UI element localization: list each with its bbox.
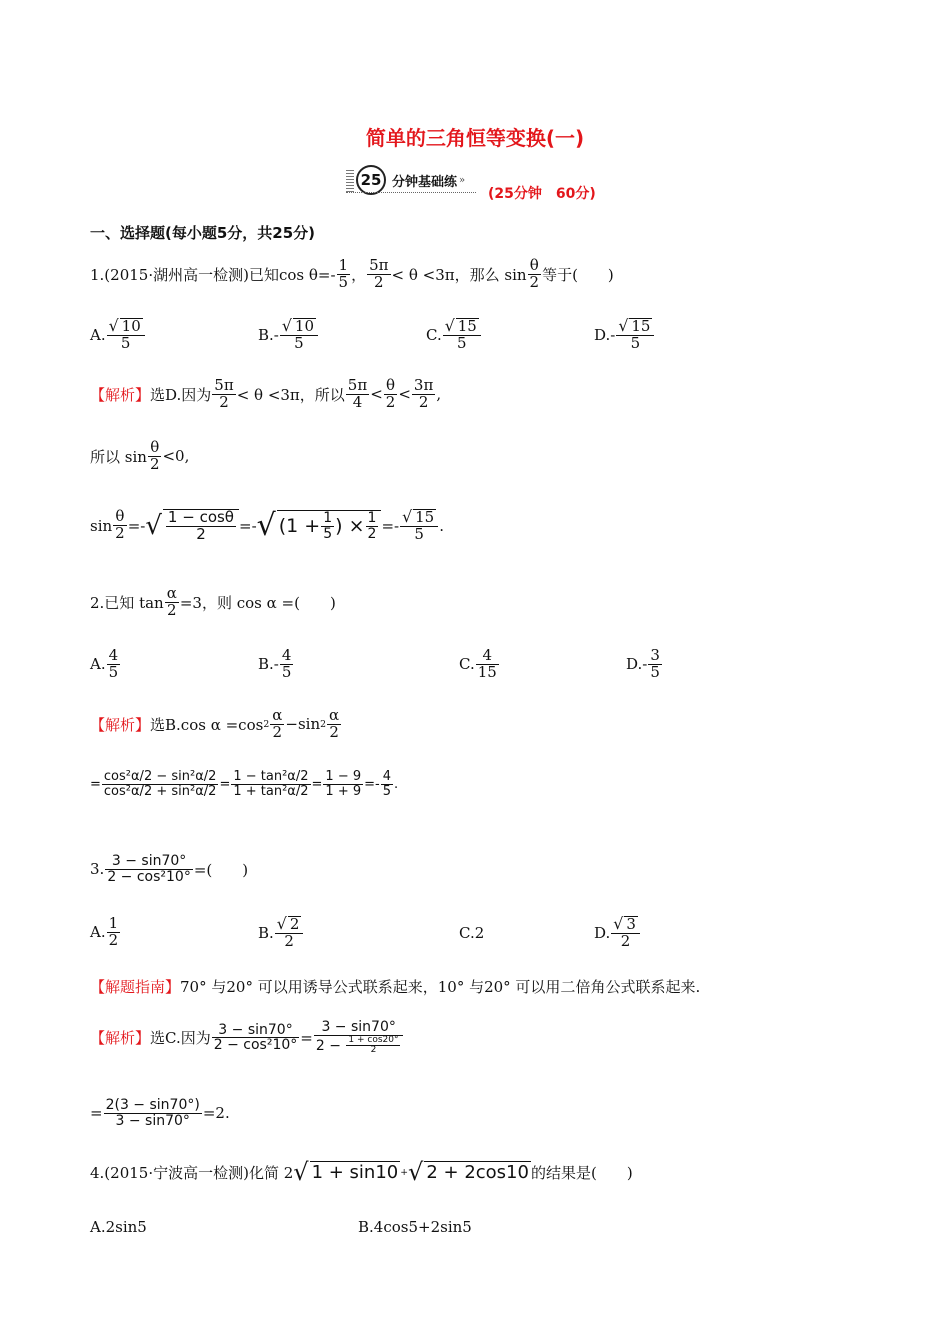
q1-option-a: A. $\frac{√ 10}{5}$ xyxy=(90,318,146,352)
q1-prefix: 1.(2015·湖州高一检测)已知cos θ=- xyxy=(90,265,336,284)
q2-option-b: B. - $\frac{4}{5}$ xyxy=(258,646,292,681)
q1-frac-3: $\frac{\theta}{2}$ xyxy=(529,256,540,291)
q3-solution-line2: = $\frac{2(3 - \sin 70^\circ)}{3 - \sin 70^\circ}$ =2. xyxy=(90,1097,230,1129)
q1-frac-2: $\frac{5\pi}{2}$ xyxy=(369,256,389,291)
question-4: 4.(2015·宁波高一检测)化简 2 √ 1 + sin10 + √ 2 + 2cos10 的结果是( ) xyxy=(90,1158,633,1186)
badge-decoration xyxy=(346,168,354,192)
q1-suffix: 等于( ) xyxy=(542,265,614,284)
q2-option-c: C. $\frac{4}{15}$ xyxy=(459,646,497,681)
q1-mid2: < θ <3π，那么 sin xyxy=(391,265,527,284)
q3-option-a: A. $\frac{1}{2}$ xyxy=(90,914,119,949)
timing-badge xyxy=(346,166,465,194)
q1-solution-line3: sin $\frac{\theta}{2}$ =- √ $\frac{1 - \cos\theta}{2}$ =- √ (1 + $\frac{1}{5}$ ) × $\frac{1}{2}$ =- $\frac{√ 15}{5}$ . xyxy=(90,506,445,543)
section-heading: 一、选择题(每小题5分，共25分) xyxy=(90,224,316,242)
badge-number: 25 xyxy=(356,165,386,195)
q4-option-b: B.4cos5+2sin5 xyxy=(358,1218,472,1236)
q1-solution-line1: 【解析】 选D.因为 $\frac{5\pi}{2}$ < θ <3π，所以 $\frac{5\pi}{4}$ < $\frac{\theta}{2}$ < $\frac{3\pi}{2}$ , xyxy=(90,376,442,411)
badge-arrow-icon: » xyxy=(459,174,466,186)
q3-option-b: B. $\frac{√ 2}{2}$ xyxy=(258,916,304,950)
q3-guide: 【解题指南】 70° 与20° 可以用诱导公式联系起来，10° 与20° 可以用二倍角公式联系起来. xyxy=(90,978,701,996)
q1-mid1: ， xyxy=(351,265,367,284)
q3-solution-line1: 【解析】 选C.因为 $\frac{3 - \sin 70^\circ}{\text{2 − cos²10°}}$ = 3 − sin70° 2 − $\frac{1 + \cos 20^\circ}{2}$ xyxy=(90,1020,404,1056)
question-2: 2.已知 tan $\frac{\alpha}{2}$ =3，则 cos α =( ) xyxy=(90,584,336,619)
timing-text: (25分钟 60分) xyxy=(488,186,596,202)
badge-label: 分钟基础练 xyxy=(392,174,458,190)
q4-option-a: A.2sin5 xyxy=(90,1218,147,1236)
q2-option-a: A. $\frac{4}{5}$ xyxy=(90,646,119,681)
q1-solution-line2: 所以 sin $\frac{\theta}{2}$ <0, xyxy=(90,438,190,473)
q2-option-d: D. - $\frac{3}{5}$ xyxy=(626,646,660,681)
q1-option-b: B. - $\frac{√ 10}{5}$ xyxy=(258,318,319,352)
page-title: 简单的三角恒等变换(一) xyxy=(365,126,585,150)
question-1 xyxy=(90,258,614,291)
q3-option-d: D. $\frac{√ 3}{2}$ xyxy=(594,916,641,950)
badge-underline xyxy=(346,192,476,193)
question-3: 3. $\frac{3 - \sin 70^\circ}{\text{2 − cos²10°}}$ =( ) xyxy=(90,853,249,885)
q2-solution-line1: 【解析】 选B.cos α =cos 2 $\frac{\alpha}{2}$ −sin 2 $\frac{\alpha}{2}$ xyxy=(90,706,340,741)
q1-option-c: C. $\frac{√ 15}{5}$ xyxy=(426,318,482,352)
q2-solution-line2: = $\frac{\text{cos²α/2 − sin²α/2}}{\text{cos²α/2 + sin²α/2}}$ = $\frac{\text{1 − tan²α/2}}{\text{1 + tan²α/2}}$ = $\frac{1 - 9}{1 + 9}$ =- $\frac{4}{5}$ . xyxy=(90,769,399,799)
q3-option-c: C. 2 xyxy=(459,924,485,942)
q1-frac-1: $\frac{1}{5}$ xyxy=(338,256,349,291)
q1-option-d: D. - $\frac{√ 15}{5}$ xyxy=(594,318,655,352)
